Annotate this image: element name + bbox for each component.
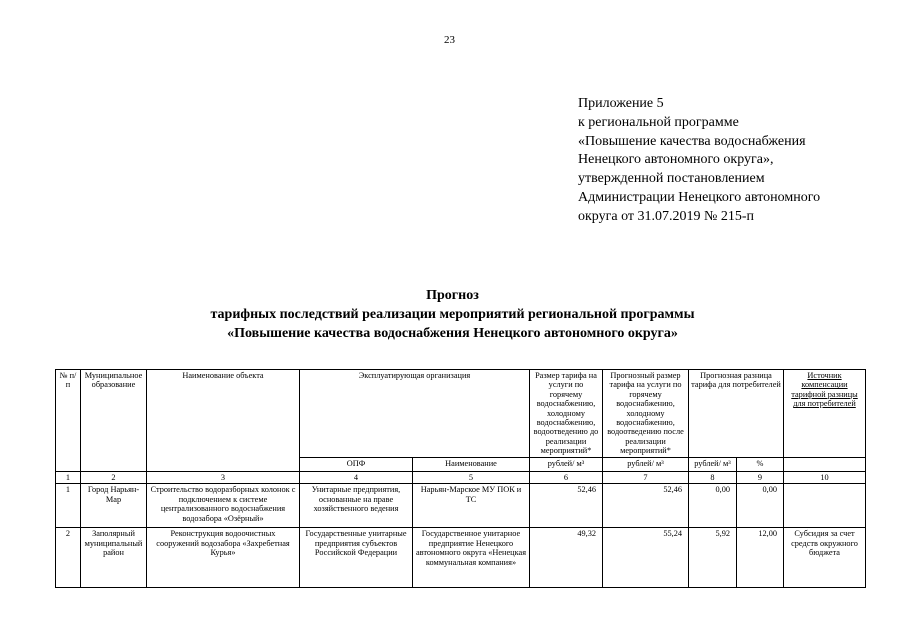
appendix-line: Ненецкого автономного округа», [578, 152, 774, 168]
page-number: 23 [444, 34, 455, 46]
header-object: Наименование объекта [147, 370, 300, 472]
col-number: 9 [737, 472, 784, 484]
row-opf: Государственные унитарные предприятия субъектов Российской Федерации [300, 528, 413, 588]
table-row [56, 528, 866, 588]
row-source [784, 484, 866, 528]
title-line-2: тарифных последствий реализации мероприятий региональной программы [210, 307, 695, 322]
header-name: Наименование [413, 458, 530, 472]
header-operator: Эксплуатирующая организация [300, 370, 530, 458]
header-num: № п/п [56, 370, 81, 472]
row-municipality: Заполярный муниципальный район [81, 528, 147, 588]
header-unit-after: рублей/ м³ [603, 458, 689, 472]
row-diff-pct: 12,00 [737, 528, 784, 588]
col-number: 10 [784, 472, 866, 484]
header-tariff-after: Прогнозный размер тарифа на услуги по горячему водоснабжению, холодному водоснабжению, водоотведению после реализации мероприятий* [603, 370, 689, 458]
column-number-row [56, 472, 866, 484]
header-tariff-before: Размер тарифа на услуги по горячему водоснабжению, холодному водоснабжению, водоотведению до реализации мероприятий* [530, 370, 603, 458]
row-num: 2 [56, 528, 81, 588]
row-name: Государственное унитарное предприятие Ненецкого автономного округа «Ненецкая коммунальная компания» [413, 528, 530, 588]
table-row [56, 484, 866, 528]
row-diff-rub: 5,92 [689, 528, 737, 588]
row-tariff-after: 52,46 [603, 484, 689, 528]
header-diff: Прогнозная разница тарифа для потребителей [689, 370, 784, 458]
col-number: 3 [147, 472, 300, 484]
appendix-line: к региональной программе [578, 114, 739, 130]
col-number: 1 [56, 472, 81, 484]
document-title [0, 286, 905, 343]
appendix-block [578, 95, 898, 227]
row-municipality: Город Нарьян-Мар [81, 484, 147, 528]
row-tariff-before: 52,46 [530, 484, 603, 528]
row-diff-rub: 0,00 [689, 484, 737, 528]
appendix-line: утвержденной постановлением [578, 171, 765, 187]
row-source: Субсидия за счет средств окружного бюджета [784, 528, 866, 588]
row-object: Строительство водоразборных колонок с подключением к системе централизованного водоснабжения водозабора «Озёрный» [147, 484, 300, 528]
row-opf: Унитарные предприятия, основанные на праве хозяйственного ведения [300, 484, 413, 528]
row-object: Реконструкция водоочистных сооружений водозабора «Захребетная Курья» [147, 528, 300, 588]
header-unit-diff: рублей/ м³ [689, 458, 737, 472]
row-tariff-before: 49,32 [530, 528, 603, 588]
tariff-table [55, 369, 866, 588]
title-line-1: Прогноз [426, 288, 479, 303]
col-number: 4 [300, 472, 413, 484]
col-number: 2 [81, 472, 147, 484]
row-tariff-after: 55,24 [603, 528, 689, 588]
row-num: 1 [56, 484, 81, 528]
header-source: Источник компенсации тарифной разницы для потребителей [784, 370, 866, 458]
row-name: Нарьян-Марское МУ ПОК и ТС [413, 484, 530, 528]
appendix-line: Приложение 5 [578, 96, 664, 111]
header-municipality: Муниципальное образование [81, 370, 147, 472]
header-blank [784, 458, 866, 472]
header-unit-pct: % [737, 458, 784, 472]
appendix-line: «Повышение качества водоснабжения [578, 133, 806, 149]
col-number: 8 [689, 472, 737, 484]
row-diff-pct: 0,00 [737, 484, 784, 528]
col-number: 5 [413, 472, 530, 484]
appendix-line: округа от 31.07.2019 № 215-п [578, 208, 755, 224]
col-number: 7 [603, 472, 689, 484]
header-unit-before: рублей/ м³ [530, 458, 603, 472]
appendix-line: Администрации Ненецкого автономного [578, 189, 821, 205]
title-line-3: «Повышение качества водоснабжения Ненецкого автономного округа» [227, 326, 678, 341]
header-opf: ОПФ [300, 458, 413, 472]
col-number: 6 [530, 472, 603, 484]
header-row [56, 370, 866, 458]
